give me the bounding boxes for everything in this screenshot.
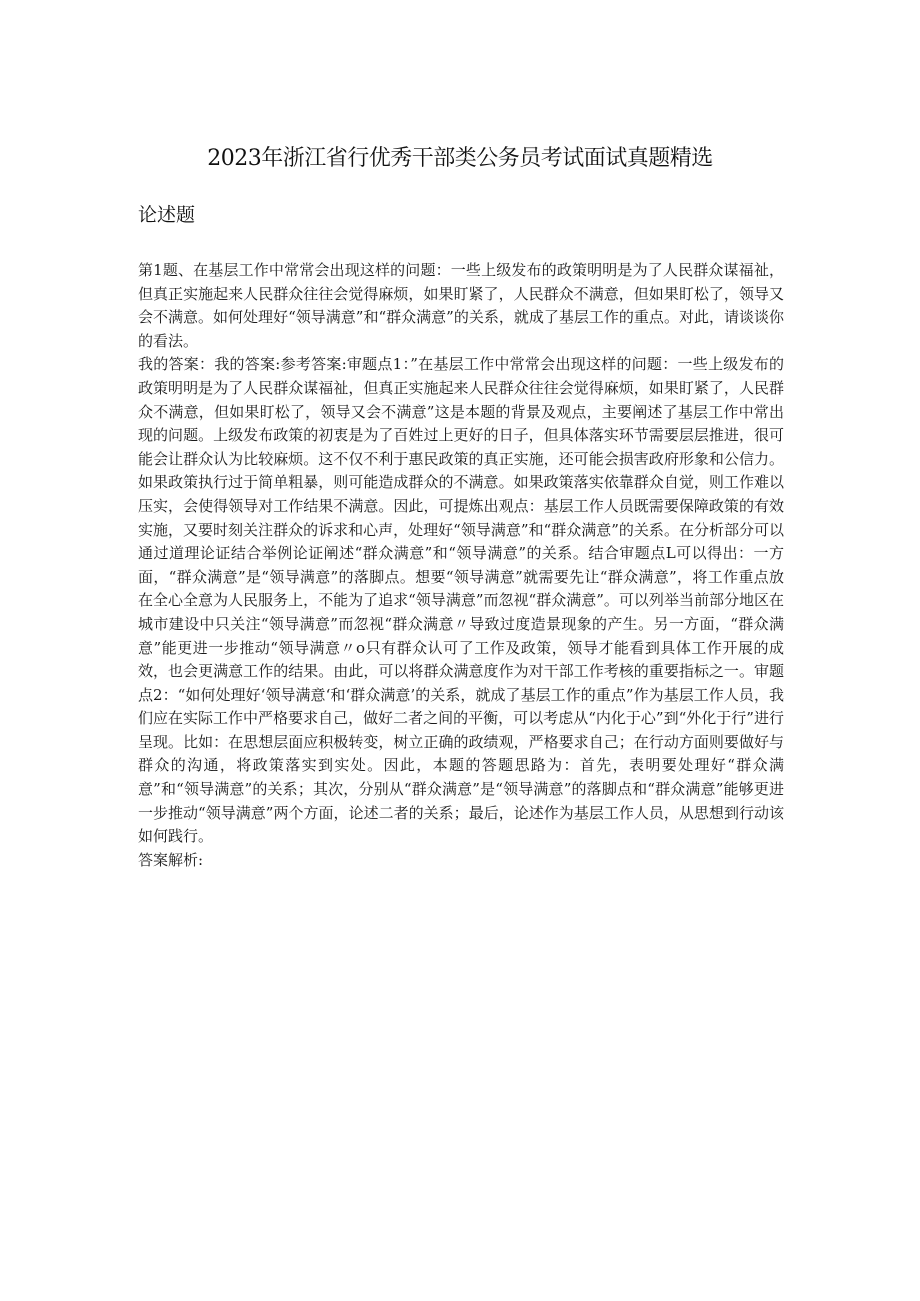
document-body <box>138 259 784 872</box>
analysis-label: 答案解析: <box>138 850 204 869</box>
answer-paragraph: 我的答案：我的答案:参考答案:审题点1：”在基层工作中常常会出现这样的问题：一些上级发布的政策明明是为了人民群众谋福祉，但真正实施起来人民群众往往会觉得麻烦，如果盯紧了，人民群众不满意，但如果盯松了，领导又会不满意”这是本题的背景及观点，主要阐述了基层工作中常出现的问题。上级发布政策的初衷是为了百姓过上更好的日子，但具体落实环节需要层层推进，很可能会让群众认为比较麻烦。这不仅不利于惠民政策的真正实施，还可能会损害政府形象和公信力。如果政策执行过于简单粗暴，则可能造成群众的不满意。如果政策落实依靠群众自觉，则工作难以压实，会使得领导对工作结果不满意。因此，可提炼出观点：基层工作人员既需要保障政策的有效实施，又要时刻关注群众的诉求和心声，处理好“领导满意”和“群众满意”的关系。在分析部分可以通过道理论证结合举例论证阐述“群众满意”和“领导满意”的关系。结合审题点L可以得出：一方面，“群众满意”是“领导满意”的落脚点。想要“领导满意”就需要先让“群众满意”，将工作重点放在全心全意为人民服务上，不能为了追求“领导满意”而忽视“群众满意”。可以列举当前部分地区在城市建设中只关注“领导满意”而忽视“群众满意〃导致过度造景现象的产生。另一方面，“群众满意”能更进一步推动“领导满意〃o只有群众认可了工作及政策，领导才能看到具体工作开展的成效，也会更满意工作的结果。由此，可以将群众满意度作为对干部工作考核的重要指标之一。审题点2：“如何处理好‘领导满意‘和‘群众满意’的关系，就成了基层工作的重点”作为基层工作人员，我们应在实际工作中严格要求自己，做好二者之间的平衡，可以考虑从“内化于心”到“外化于行”进行呈现。比如：在思想层面应积极转变，树立正确的政绩观，严格要求自己；在行动方面则要做好与群众的沟通，将政策落实到实处。因此，本题的答题思路为：首先，表明要处理好“群众满意”和“领导满意”的关系；其次，分别从“群众满意”是“领导满意”的落脚点和“群众满意”能够更进一步推动“领导满意”两个方面，论述二者的关系；最后，论述作为基层工作人员，从思想到行动该如何践行。 <box>138 355 784 846</box>
document-title: 2023年浙江省行优秀干部类公务员考试面试真题精选 <box>207 146 713 171</box>
section-heading: 论述题 <box>138 204 196 226</box>
question-paragraph: 第1题、在基层工作中常常会出现这样的问题：一些上级发布的政策明明是为了人民群众谋福祉，但真正实施起来人民群众往往会觉得麻烦，如果盯紧了，人民群众不满意，但如果盯松了，领导又会不满意。如何处理好“领导满意”和“群众满意”的关系，就成了基层工作的重点。对此，请谈谈你的看法。 <box>138 261 784 350</box>
